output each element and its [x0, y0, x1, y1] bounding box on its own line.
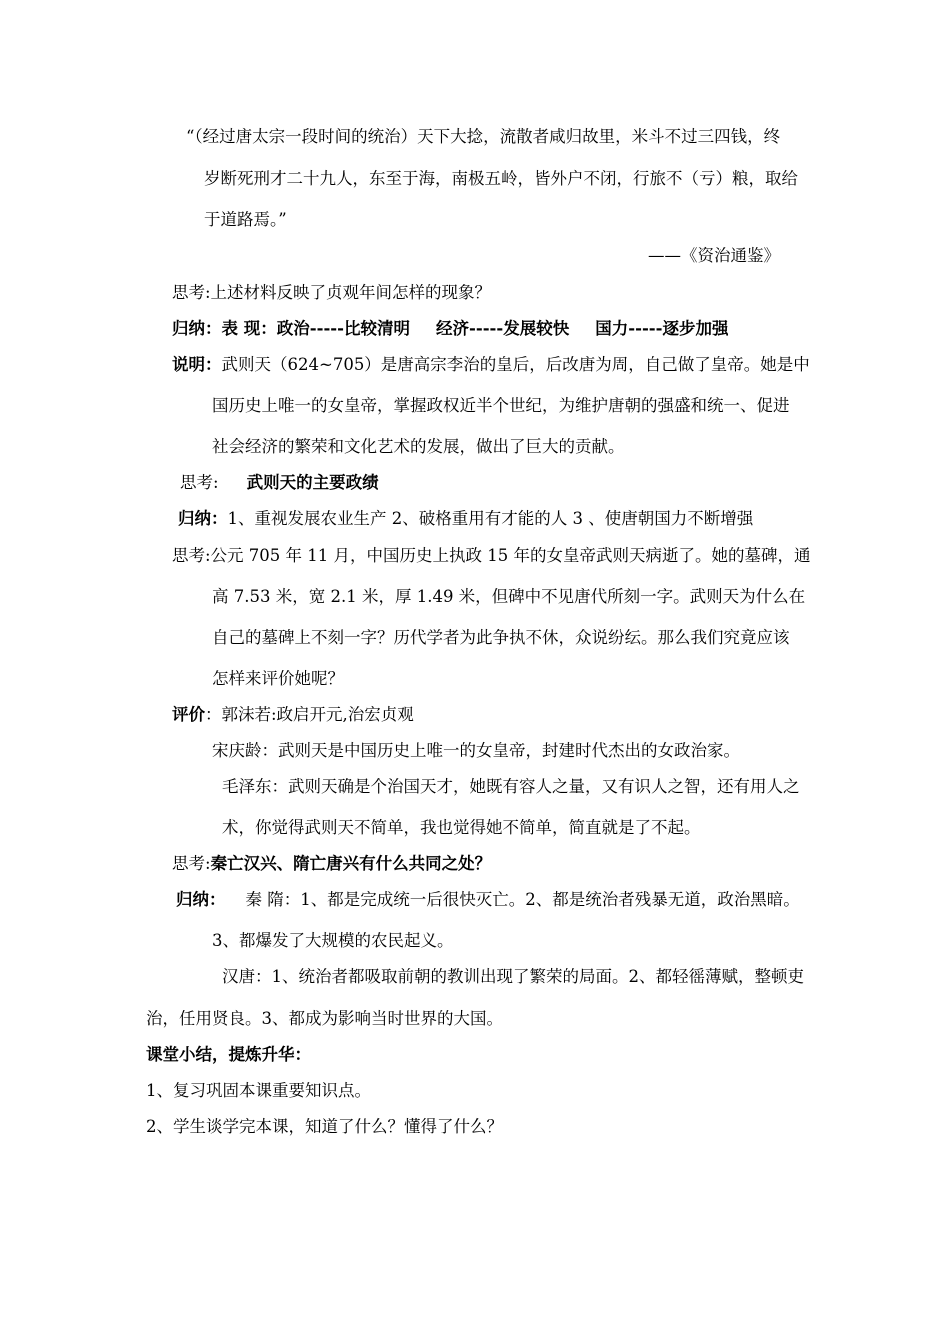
summary-3-label: 归纳： — [176, 890, 226, 909]
conclusion-title: 课堂小结，提炼升华： — [146, 1045, 311, 1064]
explanation-line-3: 社会经济的繁荣和文化艺术的发展，做出了巨大的贡献。 — [212, 437, 625, 456]
think-question-4 — [172, 853, 491, 875]
explanation-line-1 — [172, 354, 810, 376]
quote-line-3: 于道路焉。” — [204, 210, 287, 229]
summary-3-qin-sui-text: 秦 隋：1、都是完成统一后很快灭亡。2、都是统治者残暴无道，政治黑暗。 — [245, 890, 800, 909]
summary-1-economy: 经济-----发展较快 — [436, 319, 570, 338]
think-3-line-4: 怎样来评价她呢？ — [212, 669, 344, 688]
explanation-label: 说明： — [172, 355, 222, 374]
think-question-1: 思考:上述材料反映了贞观年间怎样的现象？ — [172, 283, 492, 302]
summary-1-power: 国力-----逐步加强 — [595, 319, 729, 338]
quote-source: ——《资治通鉴》 — [648, 246, 780, 265]
conclusion-item-1: 1、复习巩固本课重要知识点。 — [146, 1081, 371, 1100]
summary-3-han-tang-2: 治，任用贤良。3、都成为影响当时世界的大国。 — [146, 1009, 503, 1028]
summary-2-label: 归纳： — [178, 509, 228, 528]
think-3-line-1: 思考:公元 705 年 11 月，中国历史上执政 15 年的女皇帝武则天病逝了。她的墓碑，通 — [172, 546, 811, 565]
summary-1 — [172, 318, 729, 340]
summary-2 — [178, 508, 753, 530]
evaluation-label: 评价 — [172, 705, 205, 724]
conclusion-item-2: 2、学生谈学完本课，知道了什么？懂得了什么？ — [146, 1117, 503, 1136]
think-3-line-3: 自己的墓碑上不刻一字？历代学者为此争执不休，众说纷纭。那么我们究竟应该 — [212, 628, 790, 647]
summary-3-qin-sui-1 — [176, 889, 800, 911]
think-2-text: 武则天的主要政绩 — [246, 473, 379, 492]
evaluation-guo — [172, 704, 414, 726]
evaluation-mao-2: 术，你觉得武则天不简单，我也觉得她不简单，简直就是了不起。 — [222, 818, 701, 837]
explanation-text-1: 武则天（624~705）是唐高宗李治的皇后，后改唐为周，自己做了皇帝。她是中 — [221, 355, 810, 374]
evaluation-guo-text: ：郭沫若:政启开元,治宏贞观 — [205, 705, 414, 724]
quote-line-1: “（经过唐太宗一段时间的统治）天下大捻，流散者咸归故里，米斗不过三四钱，终 — [186, 127, 781, 146]
think-4-label: 思考: — [172, 854, 211, 873]
evaluation-mao-1: 毛泽东：武则天确是个治国天才，她既有容人之量，又有识人之智，还有用人之 — [222, 777, 800, 796]
summary-2-text: 1、重视发展农业生产 2、破格重用有才能的人 3 、使唐朝国力不断增强 — [227, 509, 754, 528]
summary-1-politics: 表 现：政治-----比较清明 — [221, 319, 410, 338]
think-2-label: 思考: — [180, 473, 219, 492]
summary-3-han-tang-1: 汉唐：1、统治者都吸取前朝的教训出现了繁荣的局面。2、都轻徭薄赋，整顿吏 — [222, 967, 804, 986]
think-4-text: 秦亡汉兴、隋亡唐兴有什么共同之处？ — [210, 854, 492, 873]
summary-1-label: 归纳： — [172, 319, 222, 338]
summary-3-qin-sui-2: 3、都爆发了大规模的农民起义。 — [212, 931, 454, 950]
quote-line-2: 岁断死刑才二十九人，东至于海，南极五岭，皆外户不闭，行旅不（亏）粮，取给 — [204, 169, 798, 188]
evaluation-song: 宋庆龄：武则天是中国历史上唯一的女皇帝，封建时代杰出的女政治家。 — [212, 741, 740, 760]
explanation-line-2: 国历史上唯一的女皇帝，掌握政权近半个世纪，为维护唐朝的强盛和统一、促进 — [212, 396, 790, 415]
think-3-line-2: 高 7.53 米，宽 2.1 米，厚 1.49 米，但碑中不见唐代所刻一字。武则天为什么在 — [212, 587, 806, 606]
think-question-2 — [180, 472, 379, 494]
